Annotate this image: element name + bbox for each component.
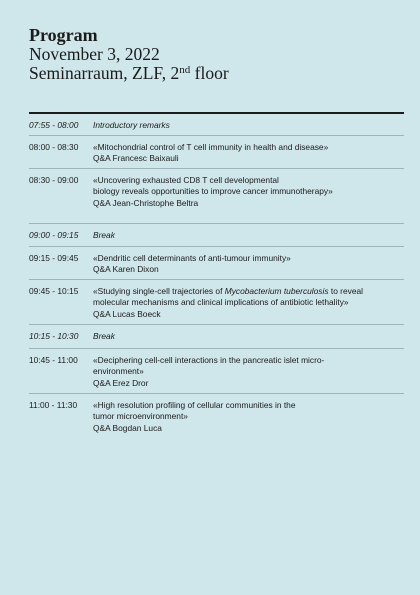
row-time: 07:55 - 08:00 <box>29 120 79 130</box>
schedule-row <box>29 169 404 224</box>
schedule-row <box>29 349 404 394</box>
row-time: 09:00 - 09:15 <box>29 230 79 240</box>
schedule-row <box>29 394 404 442</box>
row-label: Break <box>93 331 115 341</box>
row-time: 10:15 - 10:30 <box>29 331 79 341</box>
row-time: 10:45 - 11:00 <box>29 355 78 365</box>
row-time: 09:45 - 10:15 <box>29 286 79 296</box>
talk-speaker: Q&A Jean-Christophe Beltra <box>93 197 199 208</box>
talk-title-species: Mycobacterium tuberculosis <box>224 286 329 296</box>
talk-title-line-1: «High resolution profiling of cellular communities in the <box>93 400 296 410</box>
row-time: 08:30 - 09:00 <box>29 175 79 185</box>
program-venue <box>29 64 399 83</box>
program-header <box>29 26 399 83</box>
talk-speaker: Q&A Erez Dror <box>93 377 149 388</box>
talk-title-line-1: «Deciphering cell-cell interactions in the pancreatic islet micro- <box>93 355 325 365</box>
talk-speaker: Q&A Karen Dixon <box>93 264 159 275</box>
talk-block <box>93 355 404 393</box>
schedule-row <box>29 247 404 280</box>
row-time: 09:15 - 09:45 <box>29 253 79 263</box>
row-time: 11:00 - 11:30 <box>29 400 78 410</box>
venue-floor: floor <box>190 63 229 83</box>
talk-speaker: Q&A Francesc Baixauli <box>93 153 179 164</box>
schedule-table <box>29 114 404 442</box>
talk-title: «Dendritic cell determinants of anti-tumour immunity» <box>93 253 291 263</box>
talk-title-line-2: biology reveals opportunities to improve cancer immunotherapy» <box>93 186 333 197</box>
row-label: Introductory remarks <box>93 120 170 130</box>
schedule-row <box>29 114 404 136</box>
talk-title-part: «Studying single-cell trajectories of <box>93 286 225 296</box>
talk-title-line-1: «Uncovering exhausted CD8 T cell developmental <box>93 175 279 185</box>
schedule-row <box>29 325 404 349</box>
venue-text: Seminarraum, ZLF, 2 <box>29 63 180 83</box>
schedule-row <box>29 136 404 169</box>
talk-block <box>93 400 404 442</box>
talk-title-part: to reveal <box>328 286 363 296</box>
row-label: Break <box>93 230 115 240</box>
talk-speaker: Q&A Bogdan Luca <box>93 422 162 433</box>
talk-block <box>93 142 404 168</box>
talk-title-line-2: environment» <box>93 366 144 377</box>
schedule-row <box>29 224 404 247</box>
talk-title-line-2: molecular mechanisms and clinical implications of antibiotic lethality» <box>93 297 349 308</box>
venue-ordinal: nd <box>179 64 191 76</box>
row-time: 08:00 - 08:30 <box>29 142 79 152</box>
talk-block <box>93 253 404 279</box>
talk-title-line-2: tumor microenvironment» <box>93 411 188 422</box>
page-title: Program <box>29 25 98 45</box>
talk-title: «Mitochondrial control of T cell immunity in health and disease» <box>93 142 329 152</box>
talk-speaker: Q&A Lucas Boeck <box>93 308 161 319</box>
talk-block <box>93 286 404 324</box>
program-date: November 3, 2022 <box>29 44 160 64</box>
talk-block <box>93 175 404 223</box>
talk-title-line-1 <box>93 286 404 297</box>
schedule-row <box>29 280 404 325</box>
